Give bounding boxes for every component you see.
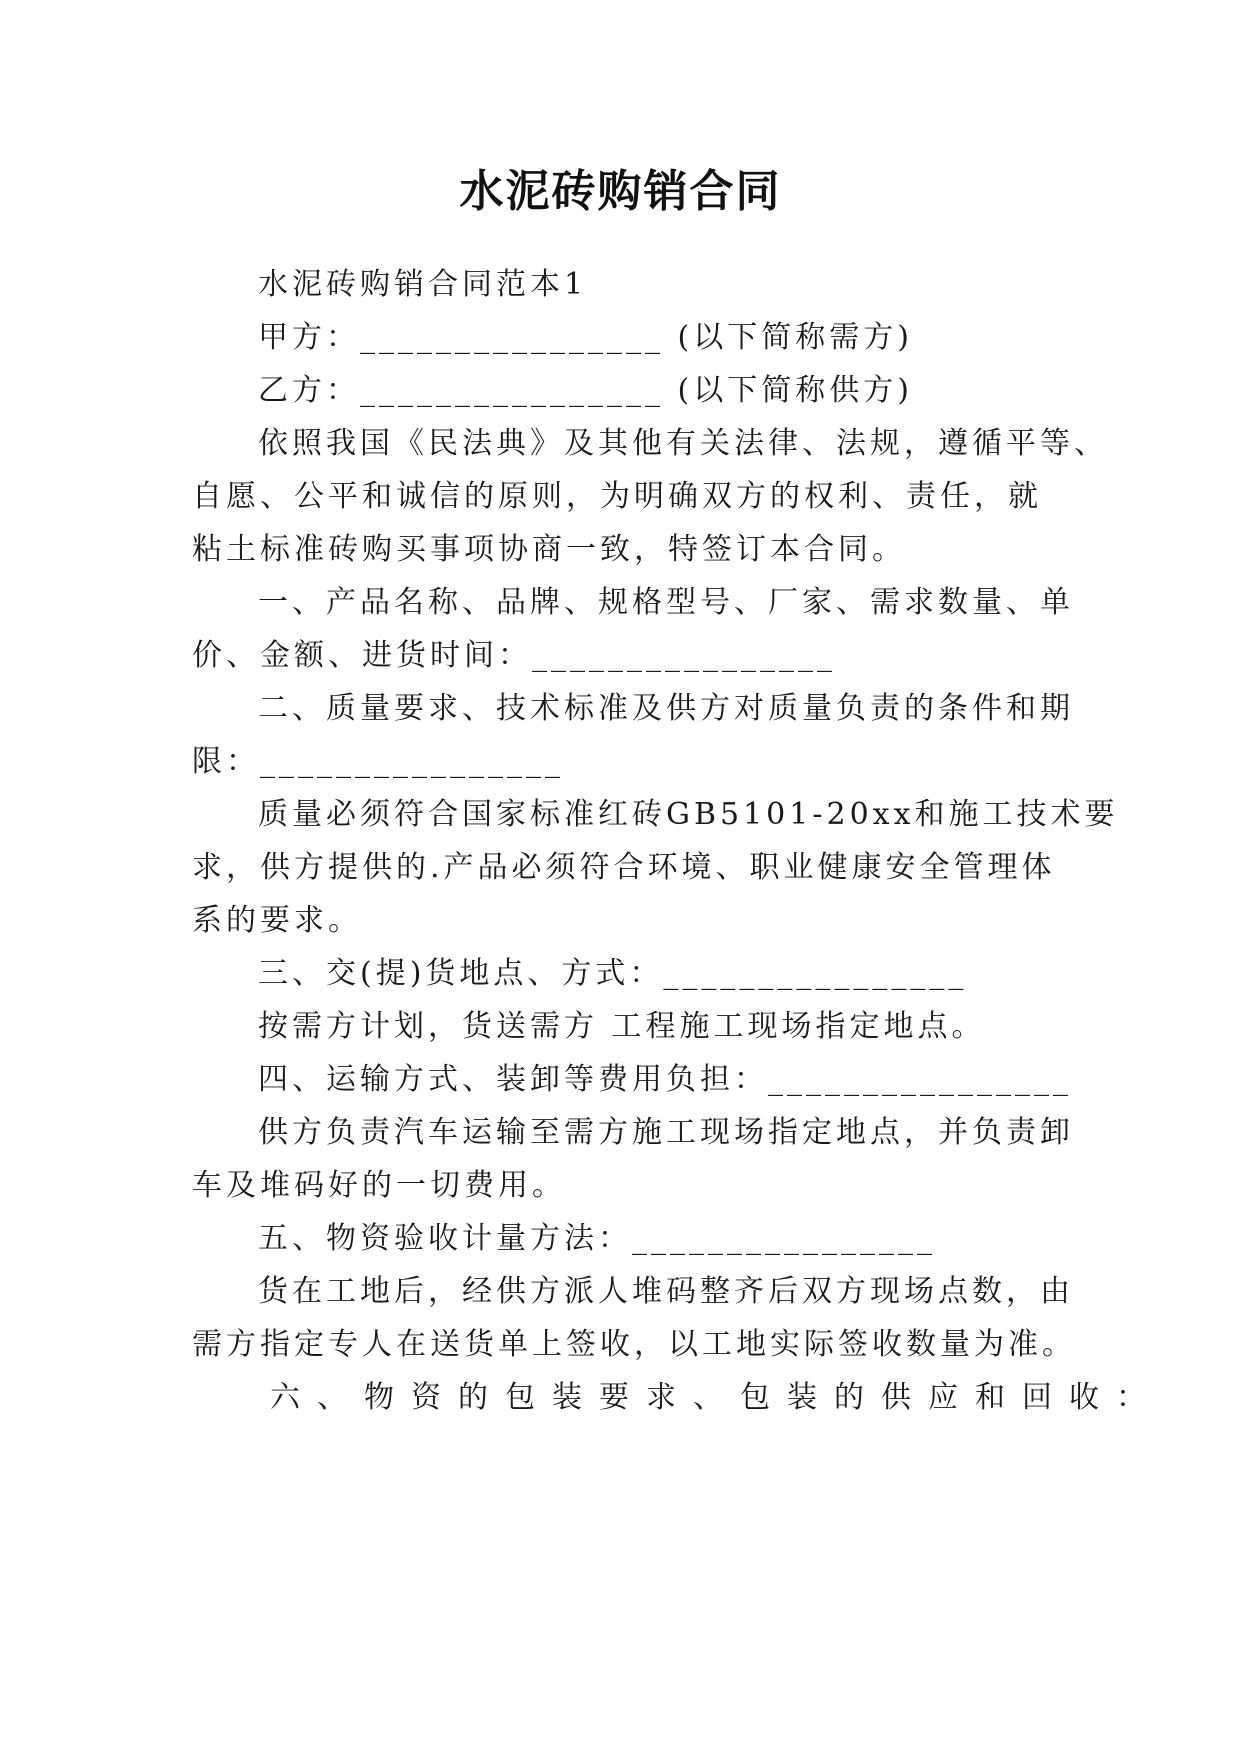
acceptance-line-1: 货在工地后，经供方派人堆码整齐后双方现场点数，由 xyxy=(258,1274,1074,1309)
transport-line-2: 车及堆码好的一切费用。 xyxy=(192,1168,566,1203)
preamble-line-1: 依照我国《民法典》及其他有关法律、法规，遵循平等、 xyxy=(258,426,1108,461)
document-title: 水泥砖购销合同 xyxy=(459,166,782,217)
contract-subtitle: 水泥砖购销合同范本1 xyxy=(258,267,588,302)
preamble-line-3: 粘土标准砖购买事项协商一致，特签订本合同。 xyxy=(192,532,906,567)
clause-1-line-2: 价、金额、进货时间：________________ xyxy=(192,638,836,673)
clause-1-line-1: 一、产品名称、品牌、规格型号、厂家、需求数量、单 xyxy=(258,585,1074,620)
quality-line-1: 质量必须符合国家标准红砖GB5101-20xx和施工技术要 xyxy=(258,797,1119,832)
clause-5-line: 五、物资验收计量方法：________________ xyxy=(258,1221,936,1256)
quality-line-3: 系的要求。 xyxy=(192,903,362,938)
party-a-line: 甲方：________________ (以下简称需方) xyxy=(258,320,913,355)
clause-6-line: 六、物资的包装要求、包装的供应和回收： xyxy=(270,1380,1163,1415)
party-b-line: 乙方：________________ (以下简称供方) xyxy=(258,373,913,408)
preamble-line-2: 自愿、公平和诚信的原则，为明确双方的权利、责任，就 xyxy=(192,479,1042,514)
delivery-line: 按需方计划，货送需方 工程施工现场指定地点。 xyxy=(258,1009,986,1044)
clause-3-line: 三、交(提)货地点、方式：________________ xyxy=(258,956,968,991)
acceptance-line-2: 需方指定专人在送货单上签收，以工地实际签收数量为准。 xyxy=(192,1327,1076,1362)
clause-2-line-1: 二、质量要求、技术标准及供方对质量负责的条件和期 xyxy=(258,691,1074,726)
clause-2-line-2: 限：________________ xyxy=(192,744,564,779)
quality-line-2: 求，供方提供的.产品必须符合环境、职业健康安全管理体 xyxy=(192,850,1056,885)
transport-line-1: 供方负责汽车运输至需方施工现场指定地点，并负责卸 xyxy=(258,1115,1074,1150)
clause-4-line: 四、运输方式、装卸等费用负担：________________ xyxy=(258,1062,1072,1097)
